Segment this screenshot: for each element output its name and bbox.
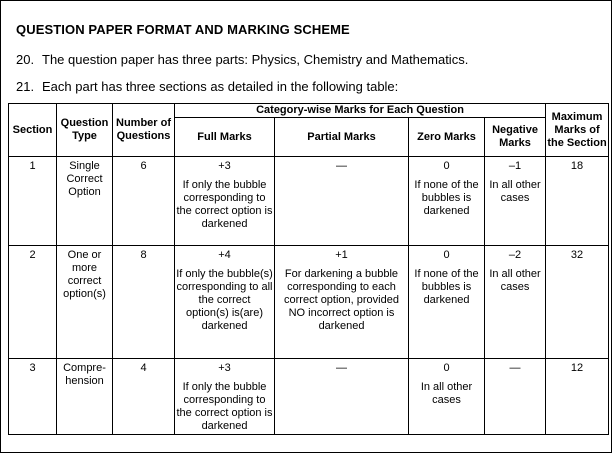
cell-question-type: Single Correct Option (57, 157, 113, 246)
negative-marks-description: In all other cases (489, 268, 541, 293)
header-section: Section (9, 104, 57, 157)
header-number-of-questions: Number of Questions (113, 104, 175, 157)
cell-maximum-marks: 12 (546, 359, 609, 435)
partial-marks-value: — (336, 362, 347, 374)
paragraph-number: 20. (16, 52, 35, 67)
cell-zero-marks (409, 359, 485, 435)
cell-question-type: One or more correct option(s) (57, 246, 113, 359)
full-marks-value: +4 (218, 249, 231, 261)
zero-marks-description: In all other cases (420, 381, 473, 406)
full-marks-description: If only the bubble corresponding to the correct option is darkened (176, 179, 273, 230)
header-question-type: Question Type (57, 104, 113, 157)
cell-maximum-marks: 32 (546, 246, 609, 359)
header-partial-marks: Partial Marks (275, 118, 409, 157)
partial-marks-description: For darkening a bubble corresponding to each correct option, provided NO incorrect option is darkened (284, 268, 399, 332)
full-marks-value: +3 (218, 160, 231, 172)
full-marks-description: If only the bubble(s) corresponding to all the correct option(s) is(are) darkened (176, 268, 273, 332)
header-zero-marks: Zero Marks (409, 118, 485, 157)
cell-partial-marks (275, 246, 409, 359)
cell-zero-marks (409, 157, 485, 246)
paragraph-text: Each part has three sections as detailed in the following table: (42, 79, 399, 94)
negative-marks-value: –2 (508, 249, 522, 261)
full-marks-value: +3 (218, 362, 231, 374)
cell-negative-marks (485, 157, 546, 246)
table-row (9, 359, 609, 435)
cell-section: 2 (9, 246, 57, 359)
cell-question-count: 6 (113, 157, 175, 246)
table-row (9, 246, 609, 359)
zero-marks-description: If none of the bubbles is darkened (414, 179, 479, 217)
header-maximum-marks: Maximum Marks of the Section (546, 104, 609, 157)
cell-zero-marks (409, 246, 485, 359)
cell-question-count: 4 (113, 359, 175, 435)
header-full-marks: Full Marks (175, 118, 275, 157)
cell-partial-marks (275, 157, 409, 246)
cell-full-marks (175, 359, 275, 435)
cell-negative-marks (485, 359, 546, 435)
paragraph-20 (16, 52, 468, 67)
zero-marks-description: If none of the bubbles is darkened (414, 268, 479, 306)
partial-marks-value: +1 (335, 249, 348, 261)
negative-marks-value: –1 (508, 160, 522, 172)
cell-question-type: Compre-hension (57, 359, 113, 435)
cell-section: 1 (9, 157, 57, 246)
cell-maximum-marks: 18 (546, 157, 609, 246)
cell-full-marks (175, 246, 275, 359)
zero-marks-value: 0 (443, 160, 450, 172)
cell-section: 3 (9, 359, 57, 435)
cell-negative-marks (485, 246, 546, 359)
paragraph-number: 21. (16, 79, 35, 94)
header-category-marks: Category-wise Marks for Each Question (175, 104, 546, 118)
table-row (9, 157, 609, 246)
zero-marks-value: 0 (443, 362, 450, 374)
full-marks-description: If only the bubble corresponding to the correct option is darkened (176, 381, 273, 432)
marking-scheme-table (8, 103, 609, 435)
paragraph-21 (16, 79, 398, 94)
negative-marks-description: In all other cases (489, 179, 541, 204)
header-negative-marks: Negative Marks (485, 118, 546, 157)
cell-full-marks (175, 157, 275, 246)
cell-question-count: 8 (113, 246, 175, 359)
zero-marks-value: 0 (443, 249, 450, 261)
document-heading: QUESTION PAPER FORMAT AND MARKING SCHEME (16, 22, 350, 37)
cell-partial-marks (275, 359, 409, 435)
partial-marks-value: — (336, 160, 347, 172)
negative-marks-value: — (509, 362, 521, 374)
header-row-top (9, 104, 609, 118)
paragraph-text: The question paper has three parts: Physics, Chemistry and Mathematics. (42, 52, 469, 67)
